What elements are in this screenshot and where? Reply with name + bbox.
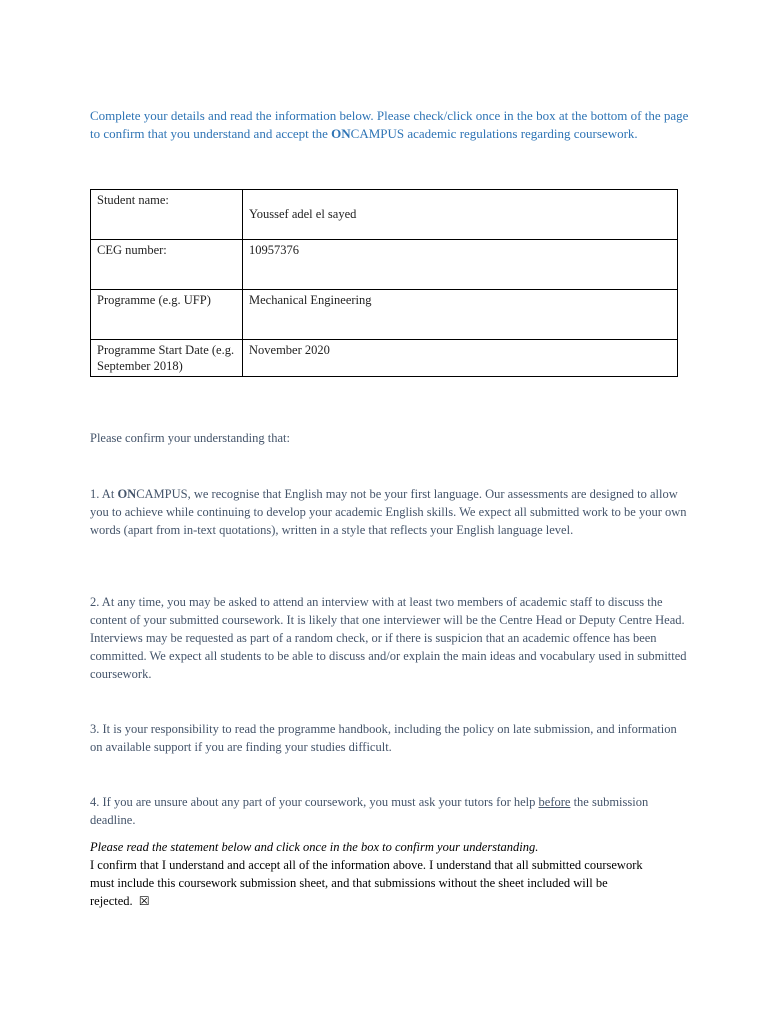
- confirmation-statement: [90, 856, 650, 910]
- student-name-label: Student name:: [91, 190, 243, 240]
- confirmation-text: I confirm that I understand and accept all of the information above. I understand that all submitted coursework must include this coursework submission sheet, and that submissions without the sheet included will be rejected.: [90, 858, 643, 908]
- intro-block: [90, 107, 690, 143]
- point-1: [90, 485, 690, 539]
- point-4-before: 4. If you are unsure about any part of your coursework, you must ask your tutors for help: [90, 795, 539, 809]
- table-row: [91, 290, 678, 340]
- point-2: 2. At any time, you may be asked to attend an interview with at least two members of academic staff to discuss the content of your submitted coursework. It is likely that one interviewer will be the Centre Head or Deputy Centre Head. Interviews may be requested as part of a random check, or if there is suspicion that an academic offence has been committed. We expect all students to be able to discuss and/or explain the main ideas and vocabulary used in submitted coursework.: [90, 595, 687, 681]
- point-4-before-emphasis: before: [538, 795, 571, 809]
- ceg-number-value[interactable]: 10957376: [243, 240, 678, 290]
- student-name-value[interactable]: [243, 190, 678, 240]
- confirm-checkbox[interactable]: ☒: [138, 894, 150, 908]
- table-row: [91, 190, 678, 240]
- student-details-table: [90, 189, 678, 377]
- brand-on: ON: [117, 487, 137, 501]
- point-4: [90, 793, 690, 829]
- brand-on: ON: [331, 126, 351, 141]
- start-date-label: Programme Start Date (e.g. September 2018): [91, 340, 243, 377]
- programme-value[interactable]: Mechanical Engineering: [243, 290, 678, 340]
- point-1-text: , we recognise that English may not be your first language. Our assessments are designed to allow you to achieve while continuing to develop your academic English skills. We expect all submitted work to be your own words (apart from in-text quotations), written in a style that reflects your English language level.: [90, 487, 687, 537]
- point-3: 3. It is your responsibility to read the programme handbook, including the policy on late submission, and information on available support if you are finding your studies difficult.: [90, 722, 677, 754]
- brand-campus: CAMPUS: [136, 487, 188, 501]
- table-row: [91, 340, 678, 377]
- instruction-text: Please read the statement below and click once in the box to confirm your understanding.: [90, 840, 539, 854]
- intro-text-before: Complete your details and read the information below. Please check/click once in the box at the bottom of the page to confirm that you understand and accept the: [90, 108, 689, 141]
- table-row: [91, 240, 678, 290]
- programme-label: Programme (e.g. UFP): [91, 290, 243, 340]
- point-1-prefix: 1. At: [90, 487, 118, 501]
- ceg-number-label: CEG number:: [91, 240, 243, 290]
- confirm-heading: Please confirm your understanding that:: [90, 431, 290, 445]
- brand-campus: CAMPUS: [350, 126, 405, 141]
- point-4-after: the submission deadline.: [90, 795, 649, 827]
- start-date-value[interactable]: November 2020: [243, 340, 678, 377]
- student-name-text: Youssef adel el sayed: [249, 207, 357, 221]
- intro-text-after: academic regulations regarding coursework.: [404, 126, 638, 141]
- intro-text: [90, 107, 690, 143]
